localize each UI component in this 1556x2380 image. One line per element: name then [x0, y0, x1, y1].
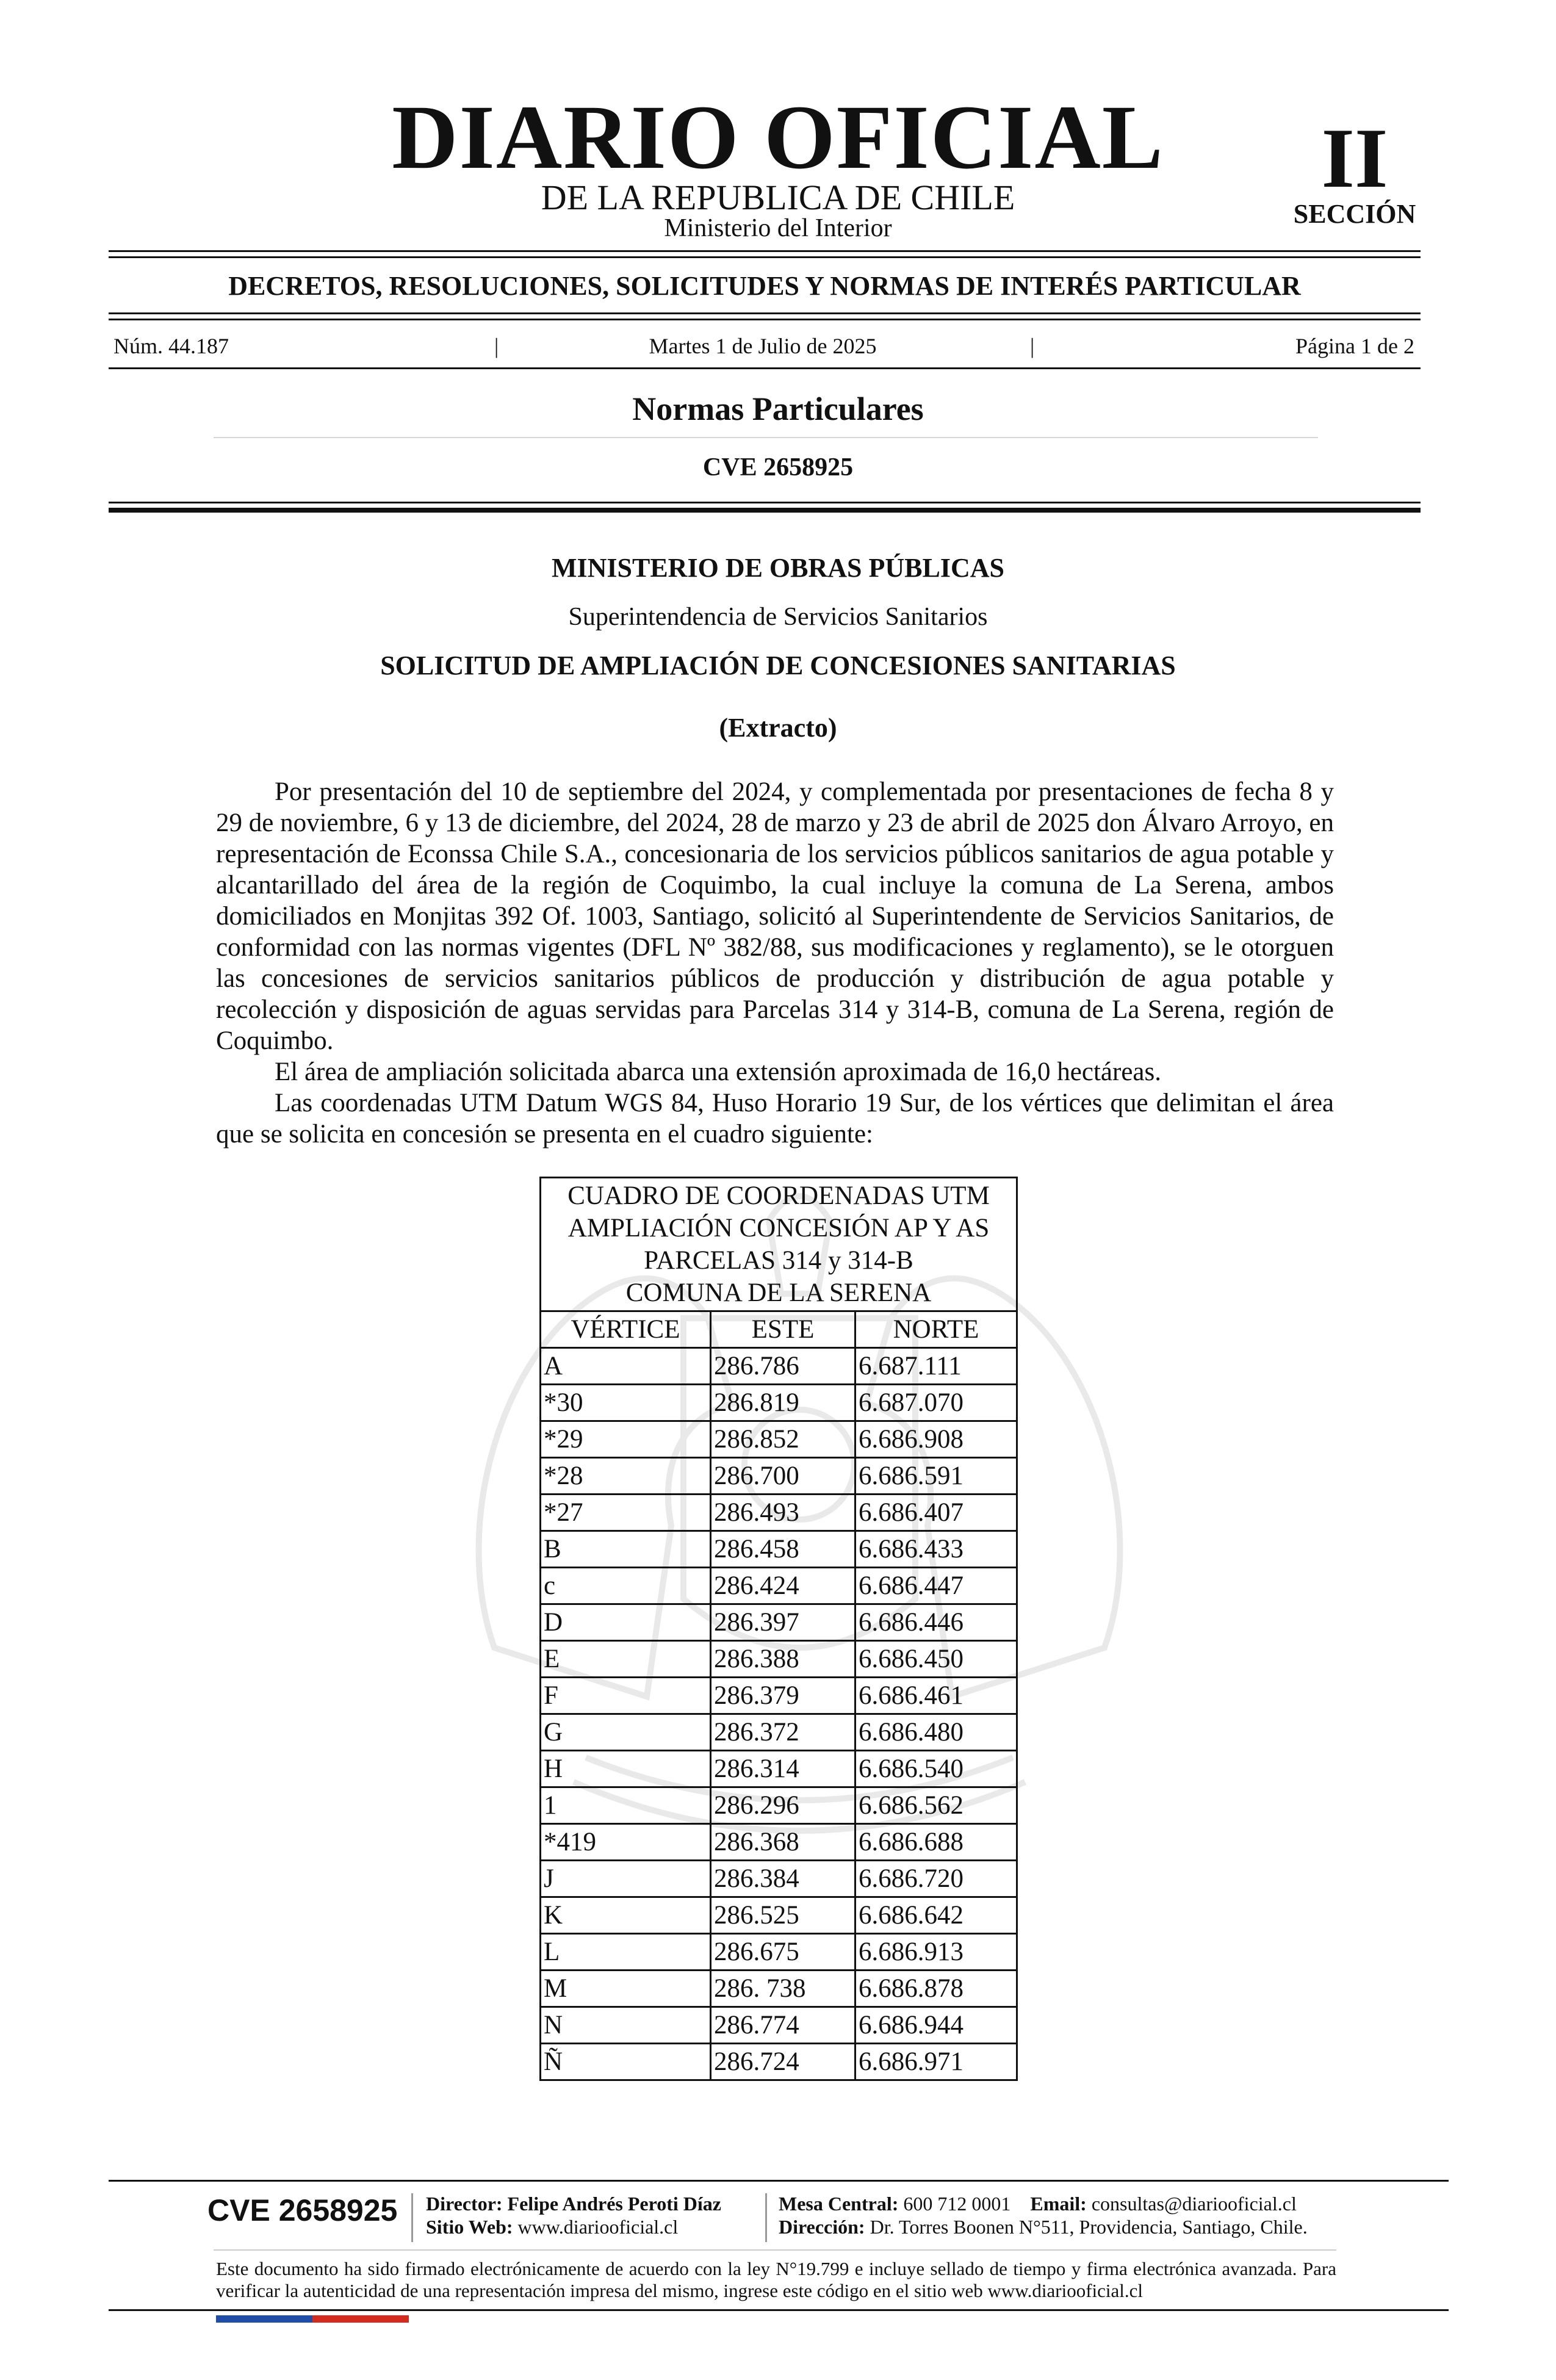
cell-vertice: K: [541, 1897, 711, 1934]
divider: [109, 367, 1421, 369]
table-row: [541, 1787, 1017, 1824]
cell-este: 286.786: [711, 1348, 855, 1385]
table-row: [541, 2007, 1017, 2044]
table-caption-line: CUADRO DE COORDENADAS UTM: [567, 1181, 990, 1210]
table-row: [541, 2044, 1017, 2080]
website-link[interactable]: www.diariooficial.cl: [517, 2216, 679, 2238]
cell-vertice: F: [541, 1678, 711, 1714]
cell-norte: 6.687.111: [855, 1348, 1017, 1385]
cell-este: 286.458: [711, 1531, 855, 1568]
section-number: II: [1321, 111, 1388, 206]
cell-este: 286.296: [711, 1787, 855, 1824]
table-caption-line: AMPLIACIÓN CONCESIÓN AP Y AS: [567, 1214, 990, 1242]
director-label: Director:: [426, 2193, 503, 2215]
table-row: [541, 1385, 1017, 1421]
page-indicator: Página 1 de 2: [1295, 334, 1414, 358]
cell-norte: 6.686.407: [855, 1495, 1017, 1531]
website-label: Sitio Web:: [426, 2216, 513, 2238]
table-row: [541, 1971, 1017, 2007]
document-title: SOLICITUD DE AMPLIACIÓN DE CONCESIONES SANITARIAS: [380, 651, 1176, 680]
cell-este: 286.424: [711, 1568, 855, 1604]
table-row: [541, 1348, 1017, 1385]
cell-este: 286.397: [711, 1604, 855, 1641]
paragraph: Las coordenadas UTM Datum WGS 84, Huso Horario 19 Sur, de los vértices que delimitan el área que se solicita en concesión se presenta en el cuadro siguiente:: [216, 1089, 1334, 1149]
cell-norte: 6.687.070: [855, 1385, 1017, 1421]
footer-cve-code: CVE 2658925: [207, 2193, 398, 2227]
cell-norte: 6.686.433: [855, 1531, 1017, 1568]
table-row: [541, 1421, 1017, 1458]
table-body: [541, 1348, 1017, 2080]
cell-vertice: 1: [541, 1787, 711, 1824]
cell-norte: 6.686.480: [855, 1714, 1017, 1751]
cell-norte: 6.686.913: [855, 1934, 1017, 1971]
cell-norte: 6.686.450: [855, 1641, 1017, 1678]
section-label: SECCIÓN: [1293, 199, 1416, 229]
footer-divider: [214, 2249, 1336, 2251]
cell-vertice: *28: [541, 1458, 711, 1495]
table-row: [541, 1678, 1017, 1714]
cell-norte: 6.686.908: [855, 1421, 1017, 1458]
paragraph: Por presentación del 10 de septiembre del 2024, y complementada por presentaciones de fecha 8 y 29 de noviembre, 6 y 13 de diciembre, del 2024, 28 de marzo y 23 de abril de 2025 don Álvaro Arroyo, en representación de Econssa Chile S.A., concesionaria de los servicios públicos sanitarios de agua potable y alcantarillado del área de la región de Coquimbo, la cual incluye la comuna de La Serena, ambos domiciliados en Monjitas 392 Of. 1003, Santiago, solicitó al Superintendente de Servicios Sanitarios, de conformidad con las normas vigentes (DFL Nº 382/88, sus modificaciones y reglamento), se le otorguen las concesiones de servicios sanitarios públicos de producción y distribución de agua potable y recolección y disposición de aguas servidas para Parcelas 314 y 314-B, comuna de La Serena, región de Coquimbo.: [216, 777, 1334, 1055]
column-header-vertice: VÉRTICE: [541, 1311, 711, 1348]
body-text: [216, 776, 1334, 1150]
table-row: [541, 1897, 1017, 1934]
footer-contact-block: [779, 2192, 1308, 2238]
cell-este: 286.700: [711, 1458, 855, 1495]
cell-norte: 6.686.562: [855, 1787, 1017, 1824]
cell-vertice: B: [541, 1531, 711, 1568]
cell-este: 286.379: [711, 1678, 855, 1714]
paragraph: El área de ampliación solicitada abarca una extensión aproximada de 16,0 hectáreas.: [275, 1058, 1161, 1086]
cell-vertice: c: [541, 1568, 711, 1604]
cell-norte: 6.686.461: [855, 1678, 1017, 1714]
newspaper-subtitle: DE LA REPUBLICA DE CHILE: [541, 178, 1015, 217]
table-row: [541, 1714, 1017, 1751]
agency-name: Superintendencia de Servicios Sanitarios: [568, 603, 988, 631]
document-subtitle: (Extracto): [719, 713, 837, 743]
flag-stripe-red: [312, 2315, 409, 2323]
cell-vertice: *419: [541, 1824, 711, 1861]
table-row: [541, 1824, 1017, 1861]
cell-este: 286.384: [711, 1861, 855, 1897]
cell-norte: 6.686.720: [855, 1861, 1017, 1897]
footer-separator: [765, 2193, 767, 2242]
cell-vertice: *30: [541, 1385, 711, 1421]
table-row: [541, 1568, 1017, 1604]
newspaper-title: DIARIO OFICIAL: [392, 87, 1164, 188]
cell-vertice: M: [541, 1971, 711, 2007]
phone-label: Mesa Central:: [779, 2193, 899, 2215]
footer-disclaimer: Este documento ha sido firmado electrónicamente de acuerdo con la ley N°19.799 e incluye sellado de tiempo y firma electrónica avanzada. Para verificar la autenticidad de una representación impresa del mismo, ingrese este código en el sitio web www.diariooficial.cl: [216, 2258, 1336, 2301]
cell-vertice: *29: [541, 1421, 711, 1458]
table-row: [541, 1934, 1017, 1971]
flag-stripe-blue: [216, 2315, 312, 2323]
cell-este: 286.368: [711, 1824, 855, 1861]
cell-norte: 6.686.446: [855, 1604, 1017, 1641]
cell-norte: 6.686.447: [855, 1568, 1017, 1604]
divider: [109, 502, 1421, 503]
table-row: [541, 1641, 1017, 1678]
cell-vertice: G: [541, 1714, 711, 1751]
meta-separator: |: [494, 334, 499, 358]
cell-este: 286. 738: [711, 1971, 855, 2007]
cell-este: 286.388: [711, 1641, 855, 1678]
cell-norte: 6.686.591: [855, 1458, 1017, 1495]
cell-norte: 6.686.971: [855, 2044, 1017, 2080]
cell-norte: 6.686.642: [855, 1897, 1017, 1934]
meta-separator: |: [1030, 334, 1035, 358]
divider: [109, 319, 1421, 320]
table-row: [541, 1458, 1017, 1495]
cve-code: CVE 2658925: [702, 453, 854, 481]
email-label: Email:: [1030, 2193, 1087, 2215]
footer-divider: [109, 2309, 1449, 2311]
footer-director-block: [426, 2192, 721, 2238]
address-label: Dirección:: [779, 2216, 865, 2238]
cell-vertice: D: [541, 1604, 711, 1641]
table-row: [541, 1861, 1017, 1897]
norm-type: Normas Particulares: [632, 391, 924, 427]
cell-este: 286.724: [711, 2044, 855, 2080]
divider: [109, 312, 1421, 314]
footer-separator: [411, 2193, 413, 2242]
cell-este: 286.819: [711, 1385, 855, 1421]
cell-vertice: N: [541, 2007, 711, 2044]
cell-vertice: Ñ: [541, 2044, 711, 2080]
divider: [109, 256, 1421, 258]
cell-este: 286.852: [711, 1421, 855, 1458]
table-row: [541, 1751, 1017, 1787]
director-name: Felipe Andrés Peroti Díaz: [507, 2193, 721, 2215]
column-header-este: ESTE: [711, 1311, 855, 1348]
table-row: [541, 1604, 1017, 1641]
cell-vertice: L: [541, 1934, 711, 1971]
cell-norte: 6.686.540: [855, 1751, 1017, 1787]
coordinates-table: [539, 1177, 1018, 2081]
email-link[interactable]: consultas@diariooficial.cl: [1091, 2193, 1297, 2215]
divider: [109, 508, 1421, 513]
divider: [109, 250, 1421, 252]
cell-vertice: A: [541, 1348, 711, 1385]
cell-norte: 6.686.688: [855, 1824, 1017, 1861]
table-row: [541, 1495, 1017, 1531]
table-row: [541, 1531, 1017, 1568]
category-title: DECRETOS, RESOLUCIONES, SOLICITUDES Y NORMAS DE INTERÉS PARTICULAR: [228, 271, 1301, 301]
cell-este: 286.493: [711, 1495, 855, 1531]
cell-este: 286.774: [711, 2007, 855, 2044]
divider: [214, 437, 1318, 438]
column-header-norte: NORTE: [855, 1311, 1017, 1348]
ministry-heading: MINISTERIO DE OBRAS PÚBLICAS: [551, 553, 1005, 583]
table-caption: [541, 1178, 1017, 1311]
newspaper-ministry: Ministerio del Interior: [664, 214, 892, 242]
issue-date: Martes 1 de Julio de 2025: [649, 334, 877, 358]
issue-number: Núm. 44.187: [113, 334, 229, 358]
phone-number: 600 712 0001: [903, 2193, 1011, 2215]
cell-norte: 6.686.944: [855, 2007, 1017, 2044]
cell-este: 286.314: [711, 1751, 855, 1787]
address-text: Dr. Torres Boonen N°511, Providencia, Santiago, Chile.: [870, 2216, 1308, 2238]
cell-vertice: E: [541, 1641, 711, 1678]
footer-divider: [109, 2180, 1449, 2182]
cell-este: 286.525: [711, 1897, 855, 1934]
cell-vertice: H: [541, 1751, 711, 1787]
table-caption-line: PARCELAS 314 y 314-B: [644, 1246, 913, 1275]
table-caption-line: COMUNA DE LA SERENA: [625, 1278, 932, 1307]
cell-este: 286.372: [711, 1714, 855, 1751]
cell-vertice: J: [541, 1861, 711, 1897]
cell-este: 286.675: [711, 1934, 855, 1971]
cell-norte: 6.686.878: [855, 1971, 1017, 2007]
cell-vertice: *27: [541, 1495, 711, 1531]
